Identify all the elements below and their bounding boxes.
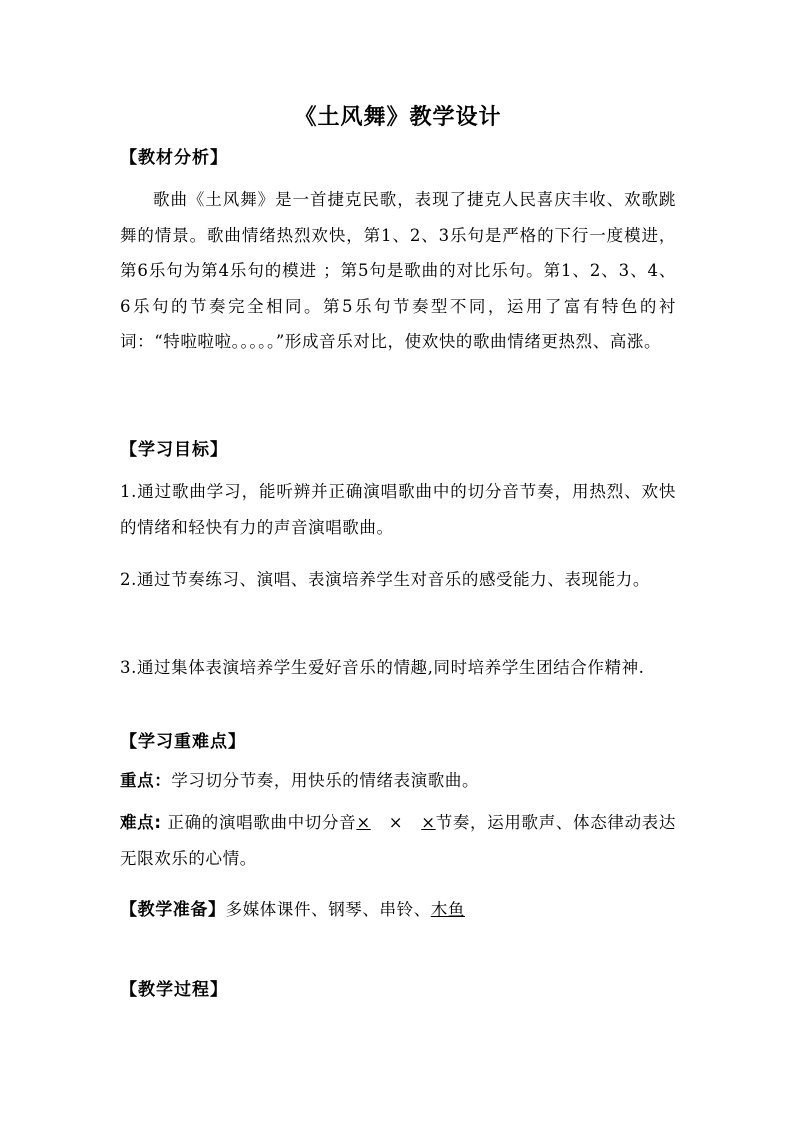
section-heading-key-points: 【学习重难点】: [120, 732, 246, 752]
rhythm-mark-1: ×: [356, 813, 371, 832]
rhythm-mark-3: ×: [421, 813, 436, 832]
focus-label: 重点：: [120, 771, 172, 790]
preparation-last-item: 木鱼: [430, 900, 466, 919]
difficulty-label: 难点:: [120, 813, 162, 832]
difficulty-text-after: 节奏，运用歌声、体态律动表达无限欢乐的心情。: [120, 813, 677, 868]
analysis-paragraph: 歌曲《土风舞》是一首捷克民歌，表现了捷克人民喜庆丰收、欢歌跳舞的情景。歌曲情绪热烈欢快，第1、2、3乐句是严格的下行一度模进，第6乐句为第4乐句的模进 ；第5句是歌曲的对比乐句。第1、2、3、4、6乐句的节奏完全相同。第5乐句节奏型不同，运用了富有特色的衬词：“特啦啦啦。。。。。”形成音乐对比，使欢快的歌曲情绪更热烈、高涨。: [120, 190, 676, 351]
rhythm-mark-2: ×: [388, 813, 404, 832]
focus-line: [120, 769, 479, 793]
section-heading-preparation: 【教学准备】: [120, 900, 226, 920]
section-heading-objectives: 【学习目标】: [120, 440, 228, 460]
section-heading-analysis: 【教材分析】: [120, 148, 228, 168]
preparation-text: 多媒体课件、钢琴、串铃、: [225, 900, 431, 919]
objective-item-3: 3.通过集体表演培养学生爱好音乐的情趣,同时培养学生团结合作精神.: [120, 658, 645, 677]
objective-item-1: 1.通过歌曲学习，能听辨并正确演唱歌曲中的切分音节奏，用热烈、欢快的情绪和轻快有力的声音演唱歌曲。: [120, 482, 676, 537]
section-heading-process: 【教学过程】: [120, 980, 228, 1000]
objective-item-2: 2.通过节奏练习、演唱、表演培养学生对音乐的感受能力、表现能力。: [120, 570, 650, 589]
preparation-line: [120, 898, 465, 922]
focus-text: 学习切分节奏，用快乐的情绪表演歌曲。: [171, 771, 480, 790]
difficulty-paragraph: [120, 805, 676, 876]
difficulty-text-before: 正确的演唱歌曲中切分音: [161, 813, 357, 832]
document-title: 《土风舞》教学设计: [294, 105, 502, 130]
